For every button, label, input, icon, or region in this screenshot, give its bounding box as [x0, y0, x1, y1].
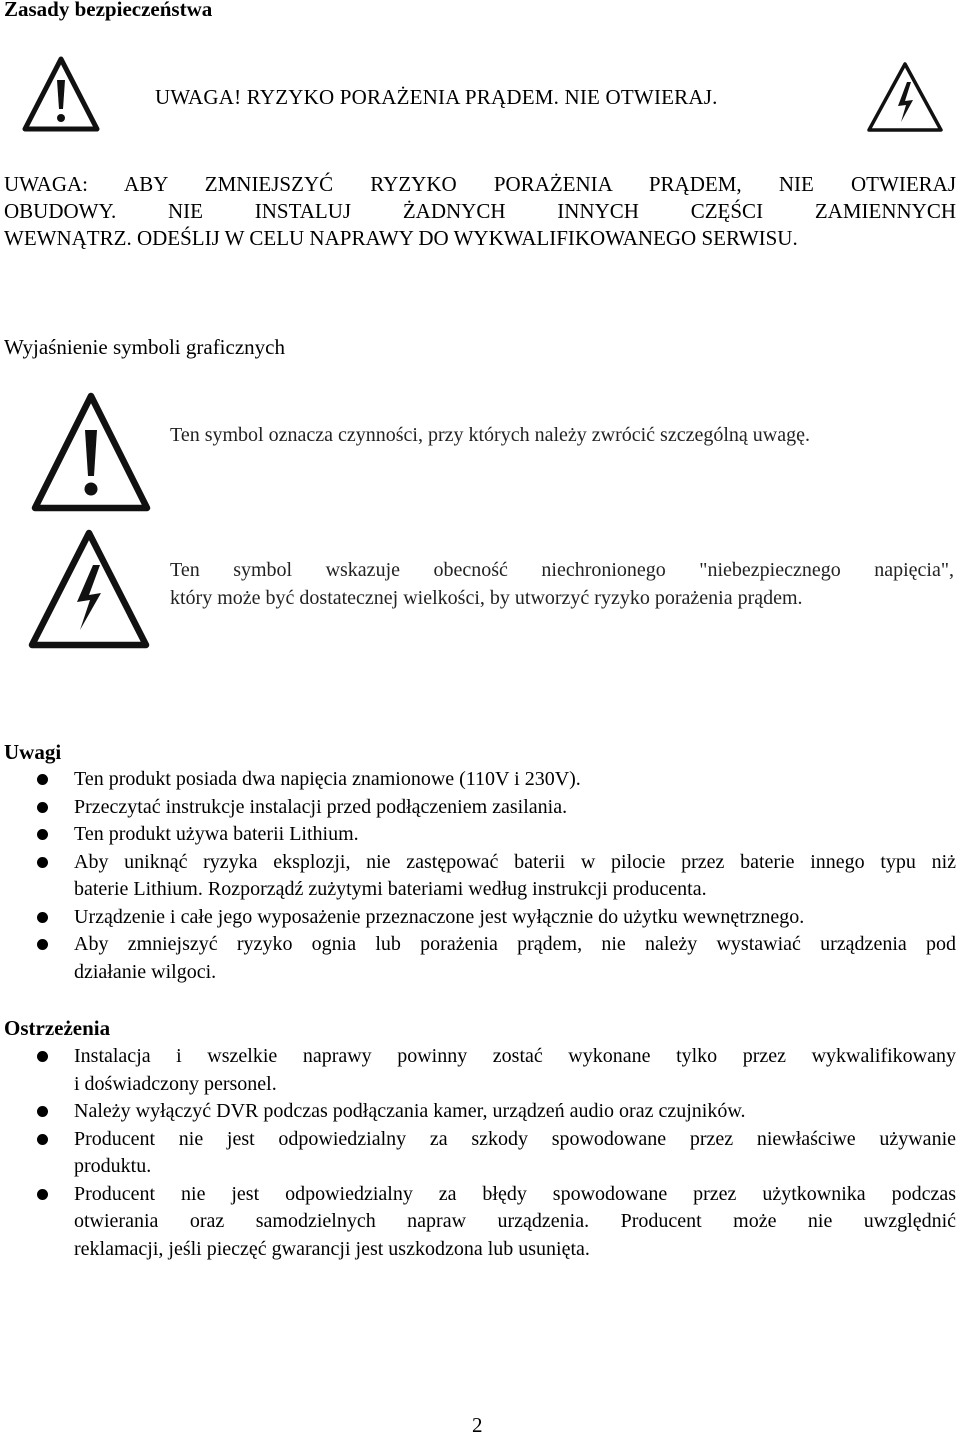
list-item: Należy wyłączyć DVR podczas podłączania kamer, urządzeń audio oraz czujników. [0, 1098, 960, 1126]
notes-list [0, 766, 960, 986]
warning-paragraph-line: WEWNĄTRZ. ODEŚLIJ W CELU NAPRAWY DO WYKWALIFIKOWANEGO SERWISU. [4, 226, 798, 250]
list-item: Ten produkt posiada dwa napięcia znamionowe (110V i 230V). [0, 766, 960, 794]
list-item: Producent nie jest odpowiedzialny za szkody spowodowane przez niewłaściwe używanie produktu. [0, 1126, 960, 1181]
list-item: Aby uniknąć ryzyka eksplozji, nie zastępować baterii w pilocie przez baterie innego typu niż baterie Lithium. Rozporządź zużytymi bateriami według instrukcji producenta. [0, 849, 960, 904]
list-item: Przeczytać instrukcje instalacji przed podłączeniem zasilania. [0, 794, 960, 822]
page-title: Zasady bezpieczeństwa [4, 0, 213, 21]
page-number: 2 [472, 1413, 483, 1437]
lightning-description-line: który może być dostatecznej wielkości, by utworzyć ryzyko porażenia prądem. [170, 587, 803, 609]
lightning-symbol-description [170, 556, 954, 612]
warnings-list [0, 1043, 960, 1263]
warning-paragraph [4, 171, 956, 252]
warning-paragraph-line: UWAGA: ABY ZMNIEJSZYĆ RYZYKO PORAŻENIA PRĄDEM, NIE OTWIERAJ [4, 172, 956, 196]
list-item: Aby zmniejszyć ryzyko ognia lub porażenia prądem, nie należy wystawiać urządzenia pod działanie wilgoci. [0, 931, 960, 986]
list-item: Instalacja i wszelkie naprawy powinny zostać wykonane tylko przez wykwalifikowany i doświadczony personel. [0, 1043, 960, 1098]
notes-heading: Uwagi [4, 740, 62, 764]
lightning-triangle-icon [866, 60, 944, 134]
lightning-triangle-icon [27, 527, 151, 651]
list-item: Producent nie jest odpowiedzialny za błędy spowodowane przez użytkownika podczas otwierania oraz samodzielnych napraw urządzenia. Producent może nie uwzględnić reklamacji, jeśli pieczęć gwarancji jest uszkodzona lub usunięta. [0, 1181, 960, 1264]
exclamation-symbol-description: Ten symbol oznacza czynności, przy których należy zwrócić szczególną uwagę. [170, 424, 810, 446]
lightning-description-line: Ten symbol wskazuje obecność niechronionego "niebezpiecznego napięcia", [170, 559, 954, 581]
list-item: Urządzenie i całe jego wyposażenie przeznaczone jest wyłącznie do użytku wewnętrznego. [0, 904, 960, 932]
exclamation-triangle-icon [30, 390, 152, 514]
warning-paragraph-line: OBUDOWY. NIE INSTALUJ ŻADNYCH INNYCH CZĘŚCI ZAMIENNYCH [4, 199, 956, 223]
warnings-heading: Ostrzeżenia [4, 1016, 111, 1040]
warning-headline: UWAGA! RYZYKO PORAŻENIA PRĄDEM. NIE OTWIERAJ. [155, 85, 718, 109]
exclamation-triangle-icon [22, 55, 100, 133]
symbols-heading: Wyjaśnienie symboli graficznych [4, 335, 285, 359]
list-item: Ten produkt używa baterii Lithium. [0, 821, 960, 849]
